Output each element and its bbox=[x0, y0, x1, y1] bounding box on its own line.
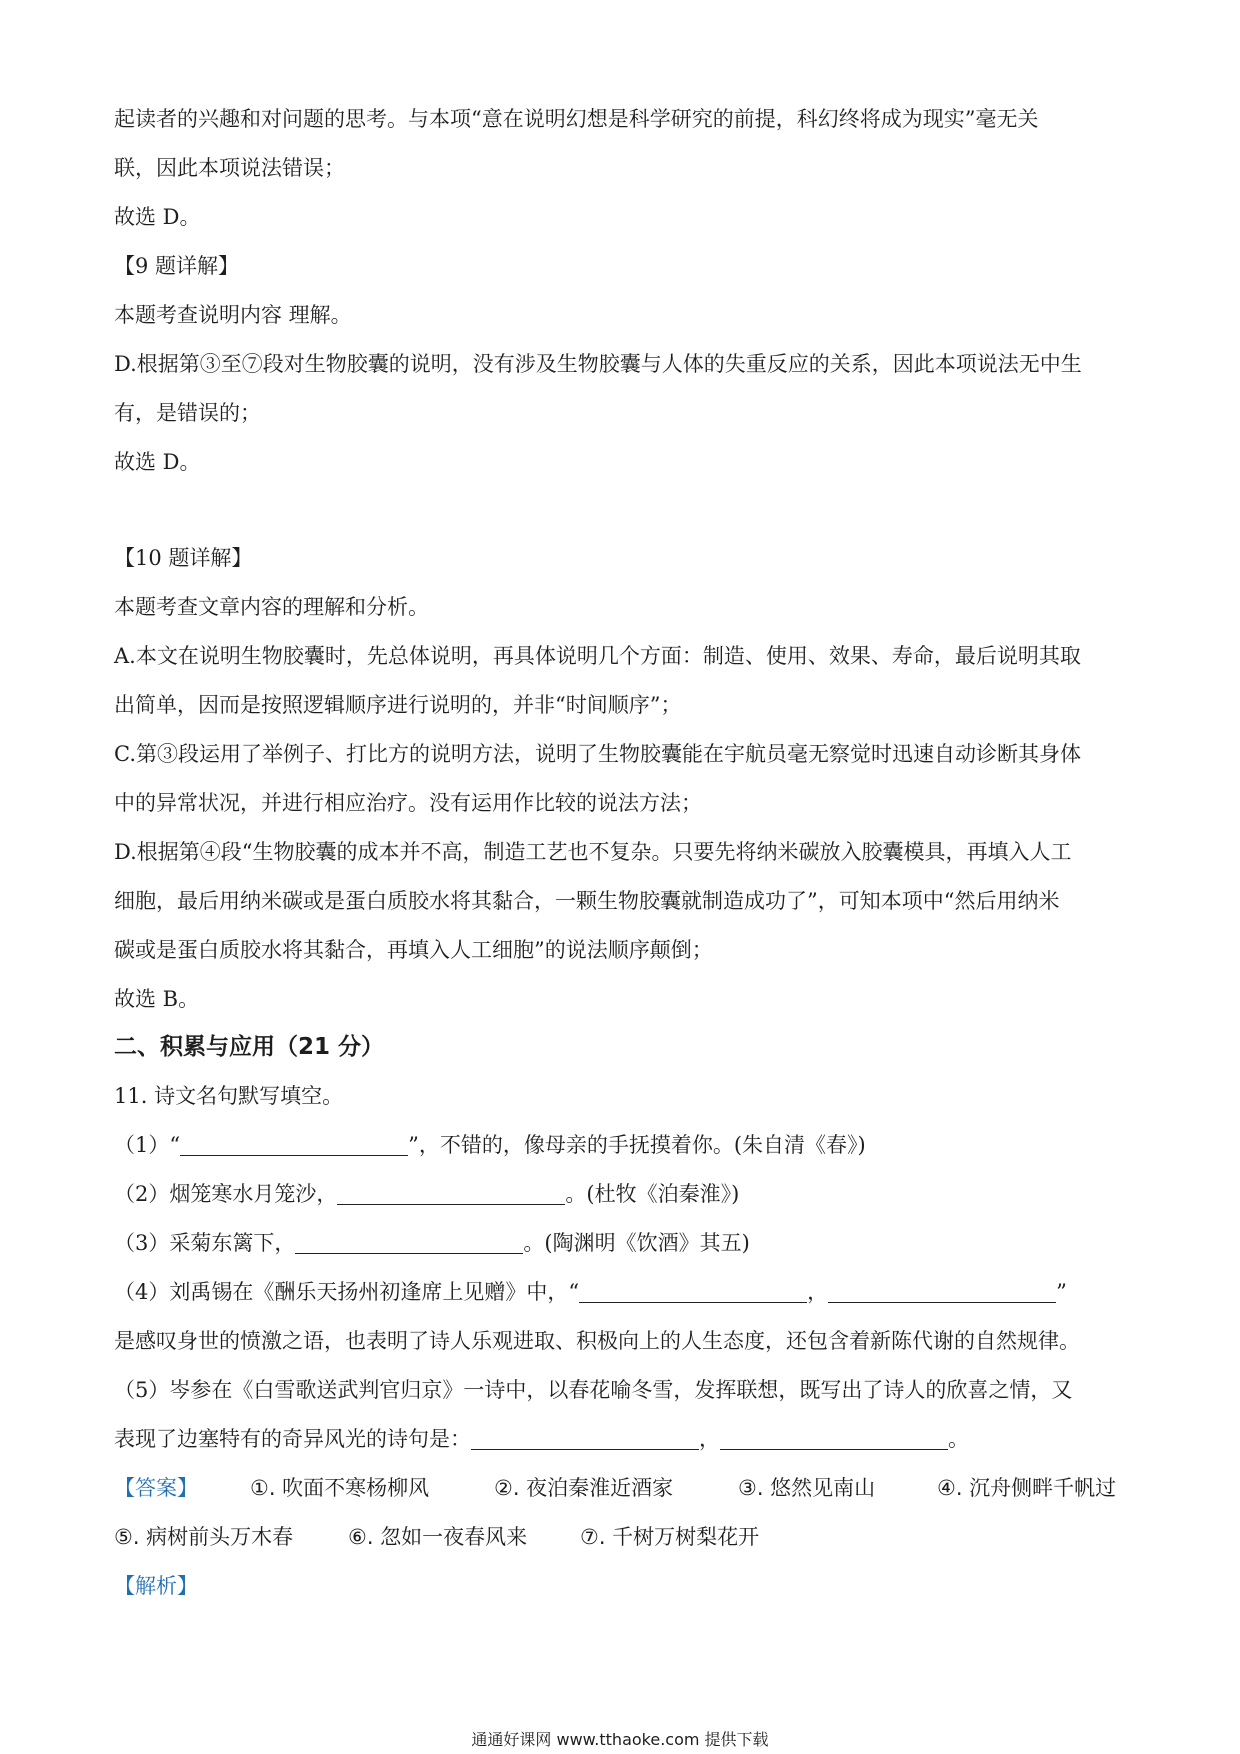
question-10-heading: 【10 题详解】 bbox=[114, 546, 253, 570]
paragraph-line: 是感叹身世的愤激之语，也表明了诗人乐观进取、积极向上的人生态度，还包含着新陈代谢的自然规律。 bbox=[114, 1329, 1080, 1353]
fill-item-text: ， bbox=[699, 1427, 720, 1451]
fill-item-5: （5）岑参在《白雪歌送武判官归京》一诗中，以春花喻冬雪，发挥联想，既写出了诗人的欣喜之情，又 bbox=[114, 1378, 1073, 1402]
answer-blank[interactable] bbox=[579, 1280, 807, 1303]
fill-item-text: （4）刘禹锡在《酬乐天扬州初逢席上见赠》中，“ bbox=[114, 1280, 580, 1304]
paragraph-line: D.根据第③至⑦段对生物胶囊的说明，没有涉及生物胶囊与人体的失重反应的关系，因此本项说法无中生 bbox=[114, 352, 1082, 376]
answer-blank[interactable] bbox=[828, 1280, 1056, 1303]
fill-item-text: ” bbox=[1056, 1280, 1067, 1304]
answer-item: ⑤. 病树前头万木春 bbox=[114, 1525, 294, 1549]
fill-item-3 bbox=[114, 1228, 750, 1258]
answer-item: ⑦. 千树万树梨花开 bbox=[580, 1525, 760, 1549]
question-9-heading: 【9 题详解】 bbox=[114, 254, 240, 278]
paragraph-line: 联，因此本项说法错误； bbox=[114, 156, 345, 180]
paragraph-line: 细胞，最后用纳米碳或是蛋白质胶水将其黏合，一颗生物胶囊就制造成功了”，可知本项中“然后用纳米 bbox=[114, 889, 1060, 913]
answer-label: 【答案】 bbox=[114, 1476, 198, 1500]
answer-item: ④. 沉舟侧畔千帆过 bbox=[937, 1476, 1117, 1500]
section-heading: 二、积累与应用（21 分） bbox=[114, 1034, 385, 1060]
fill-item-text: 表现了边塞特有的奇异风光的诗句是： bbox=[114, 1427, 471, 1451]
conclusion-line: 故选 D。 bbox=[114, 450, 201, 474]
fill-item-text: ”，不错的，像母亲的手抚摸着你。(朱自清《春》) bbox=[408, 1133, 866, 1157]
fill-item-text: （3）采菊东篱下， bbox=[114, 1231, 296, 1255]
analysis-label: 【解析】 bbox=[114, 1574, 198, 1598]
paragraph-line: 有，是错误的； bbox=[114, 401, 261, 425]
paragraph-line: 中的异常状况，并进行相应治疗。没有运用作比较的说法方法； bbox=[114, 791, 702, 815]
fill-item-text: 。(陶渊明《饮酒》其五) bbox=[523, 1231, 750, 1255]
conclusion-line: 故选 D。 bbox=[114, 205, 201, 229]
paragraph-line: C.第③段运用了举例子、打比方的说明方法，说明了生物胶囊能在宇航员毫无察觉时迅速自动诊断其身体 bbox=[114, 742, 1081, 766]
fill-item-text: ， bbox=[807, 1280, 829, 1304]
conclusion-line: 故选 B。 bbox=[114, 987, 200, 1011]
fill-item-4 bbox=[114, 1277, 1067, 1307]
question-11-stem: 11. 诗文名句默写填空。 bbox=[114, 1084, 344, 1108]
fill-item-text: 。 bbox=[948, 1427, 969, 1451]
answer-blank[interactable] bbox=[337, 1182, 565, 1205]
answer-item: ⑥. 忽如一夜春风来 bbox=[348, 1525, 528, 1549]
fill-item-5-line2 bbox=[114, 1424, 969, 1454]
answer-blank[interactable] bbox=[180, 1133, 408, 1156]
fill-item-text: （2）烟笼寒水月笼沙， bbox=[114, 1182, 338, 1206]
fill-item-2 bbox=[114, 1179, 739, 1209]
answer-blank[interactable] bbox=[471, 1427, 699, 1450]
answer-item: ①. 吹面不寒杨柳风 bbox=[250, 1476, 430, 1500]
paragraph-line: 本题考查说明内容 理解。 bbox=[114, 303, 352, 327]
paragraph-line: 本题考查文章内容的理解和分析。 bbox=[114, 595, 429, 619]
fill-item-text: 。(杜牧《泊秦淮》) bbox=[565, 1182, 740, 1206]
paragraph-line: 出简单，因而是按照逻辑顺序进行说明的，并非“时间顺序”； bbox=[114, 693, 682, 717]
answer-blank[interactable] bbox=[720, 1427, 948, 1450]
footer-source: 通通好课网 www.tthaoke.com 提供下载 bbox=[471, 1730, 769, 1749]
paragraph-line: D.根据第④段“生物胶囊的成本并不高，制造工艺也不复杂。只要先将纳米碳放入胶囊模具，再填入人工 bbox=[114, 840, 1072, 864]
answer-item: ②. 夜泊秦淮近酒家 bbox=[494, 1476, 674, 1500]
fill-item-1 bbox=[114, 1130, 866, 1160]
fill-item-text: （1）“ bbox=[114, 1133, 181, 1157]
paragraph-line: 碳或是蛋白质胶水将其黏合，再填入人工细胞”的说法顺序颠倒； bbox=[114, 938, 713, 962]
answer-blank[interactable] bbox=[295, 1231, 523, 1254]
paragraph-line: 起读者的兴趣和对问题的思考。与本项“意在说明幻想是科学研究的前提，科幻终将成为现实”毫无关 bbox=[114, 107, 1039, 131]
answer-item: ③. 悠然见南山 bbox=[738, 1476, 876, 1500]
paragraph-line: A.本文在说明生物胶囊时，先总体说明，再具体说明几个方面：制造、使用、效果、寿命，最后说明其取 bbox=[114, 644, 1081, 668]
